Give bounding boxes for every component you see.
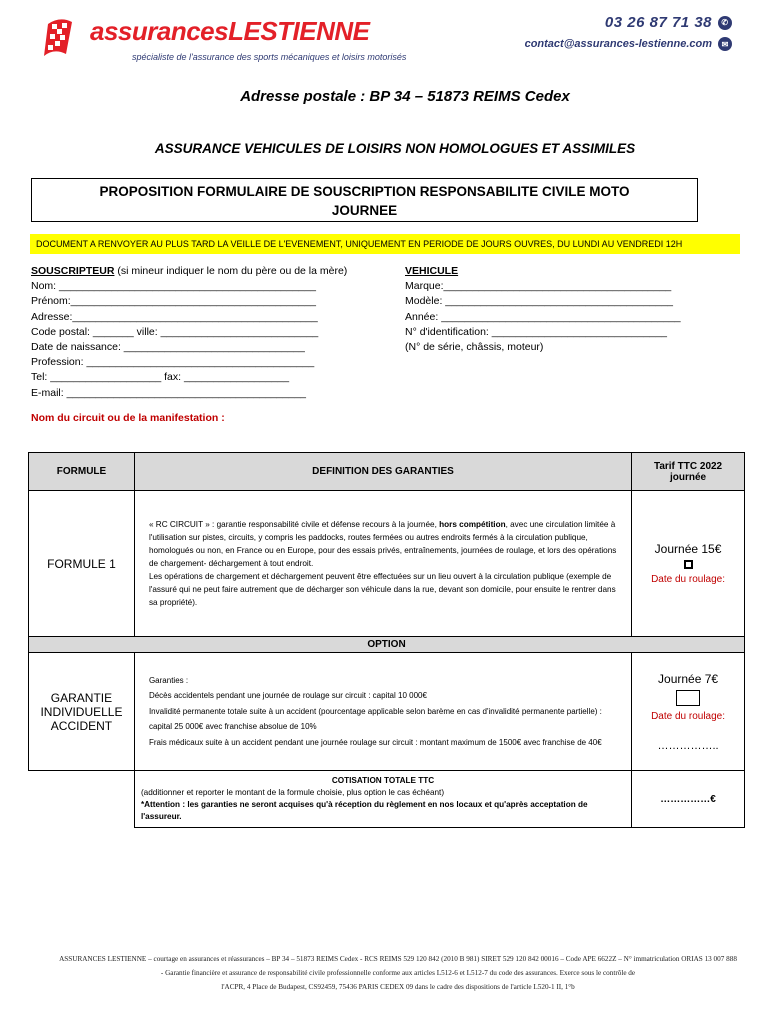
col-definition-header: DEFINITION DES GARANTIES bbox=[134, 453, 631, 491]
formule-1-paragraph-2: Les opérations de chargement et déchargement peuvent être effectuées sur un lieu ouvert à la circulation publique (exemple de l'assuré qui ne peut faire autrement que de décharger son véhicule dans la rue, devant son domicile, pour ensuite le rentrer dans sa propriété). bbox=[148, 572, 616, 607]
total-description: COTISATION TOTALE TTC (additionner et reporter le montant de la formule choisie, plus option le cas échéant) *Attention : les garanties ne seront acquises qu'à réception du règlement en nos locaux et qu'après acceptation de l'assureur. bbox=[134, 771, 631, 828]
gia-date-label: Date du roulage: bbox=[651, 710, 726, 722]
email-field[interactable]: E-mail: _________________________________________ bbox=[31, 386, 307, 399]
marque-field[interactable]: Marque:_______________________________________ bbox=[405, 280, 672, 293]
subscriber-hint: (si mineur indiquer le nom du père ou de la mère) bbox=[114, 265, 348, 277]
phone-row bbox=[525, 14, 732, 31]
tel-fax-field[interactable]: Tel: ___________________ fax: __________________ bbox=[31, 371, 290, 384]
mail-icon: ✉ bbox=[718, 37, 732, 51]
total-row bbox=[29, 771, 745, 828]
footer-line-1: ASSURANCES LESTIENNE – courtage en assurances et réassurances – BP 34 – 51873 REIMS Cedex - RCS REIMS 529 120 842 (2010 B 981) SIRET 529 120 842 00016 – Code APE 6622Z – N° immatriculation ORIAS 13 007 888 - Garantie financière et assurance de responsabilité civile professionnelle conforme aux articles L512-6 et L512-7 du code des assurances. Exerce sous le contrôle de bbox=[59, 955, 737, 977]
document-subtitle: ASSURANCE VEHICULES DE LOISIRS NON HOMOLOGUES ET ASSIMILES bbox=[154, 141, 636, 156]
adresse-field[interactable]: Adresse:__________________________________________ bbox=[31, 310, 318, 323]
postal-address: Adresse postale : BP 34 – 51873 REIMS Cedex bbox=[240, 88, 570, 105]
postal-code-city-field[interactable]: Code postal: _______ ville: ___________________________ bbox=[31, 325, 319, 338]
document-title bbox=[31, 178, 698, 222]
identification-hint: (N° de série, châssis, moteur) bbox=[405, 341, 544, 354]
formule-1-paragraph-1: « RC CIRCUIT » : garantie responsabilité civile et défense recours à la journée, hors compétition, avec une circulation limitée à l'utilisation sur pistes, circuits, y compris les paddocks, routes fermées ou autres endroits fermés à la circulation publique, homologués ou non, en France ou en Europe, pour des essais privés, entraînements, journées de roulage, et lors des opérations de chargement- déchargement à tout endroit. bbox=[148, 520, 617, 568]
total-value[interactable]: ……………€ bbox=[632, 771, 745, 828]
legal-footer bbox=[58, 952, 738, 994]
formule-1-date-label: Date du roulage: bbox=[651, 574, 726, 585]
profession-field[interactable]: Profession: _______________________________________ bbox=[31, 356, 315, 369]
gia-price-cell bbox=[632, 653, 745, 771]
option-label: OPTION bbox=[29, 637, 745, 653]
title-line-2: JOURNEE bbox=[331, 203, 398, 218]
formule-1-row bbox=[29, 491, 745, 637]
brand-tagline: spécialiste de l'assurance des sports mécaniques et loisirs motorisés bbox=[132, 52, 407, 62]
nom-field[interactable]: Nom: ____________________________________________ bbox=[31, 280, 316, 293]
col-tarif-header bbox=[632, 453, 745, 491]
annee-field[interactable]: Année: _________________________________________ bbox=[405, 310, 681, 323]
formule-1-label: FORMULE 1 bbox=[29, 491, 135, 637]
footer-line-2: l'ACPR, 4 Place de Budapest, CS92459, 75436 PARIS CEDEX 09 dans le cadre des dispositions de l'article L520-1 II, 1°b bbox=[221, 983, 575, 991]
email-address[interactable]: contact@assurances-lestienne.com bbox=[524, 38, 712, 50]
subscriber-heading: SOUSCRIPTEUR bbox=[31, 265, 115, 277]
formule-1-checkbox[interactable] bbox=[684, 560, 693, 569]
formule-1-description bbox=[134, 491, 631, 637]
prenom-field[interactable]: Prénom:__________________________________________ bbox=[31, 295, 316, 308]
gia-price: Journée 7€ bbox=[658, 671, 719, 686]
coverage-table bbox=[28, 452, 745, 828]
formule-1-price: Journée 15€ bbox=[654, 542, 722, 556]
subscriber-section bbox=[31, 264, 391, 401]
brand-name: assurancesLESTIENNE bbox=[90, 16, 370, 46]
checkered-flag-icon bbox=[44, 14, 90, 60]
gia-checkbox[interactable] bbox=[676, 690, 700, 706]
email-row bbox=[525, 37, 732, 51]
vehicle-heading: VEHICULE bbox=[405, 265, 459, 277]
formule-1-price-cell bbox=[632, 491, 745, 637]
gia-label: GARANTIE INDIVIDUELLE ACCIDENT bbox=[29, 653, 135, 771]
circuit-name-field[interactable]: Nom du circuit ou de la manifestation : bbox=[31, 412, 225, 424]
option-header-row bbox=[29, 637, 745, 653]
gia-date-dots[interactable]: …………….. bbox=[657, 739, 719, 752]
col-formule-header: FORMULE bbox=[29, 453, 135, 491]
gia-description: Garanties : Décès accidentels pendant une journée de roulage sur circuit : capital 10 000€ Invalidité permanente totale suite à un accident (pourcentage applicable selon barème en cas d'invalidité permanente partielle) : capital 25 000€ avec franchise absolue de 10% Frais médicaux suite à un accident pendant une journée roulage sur circuit : montant maximum de 1500€ avec franchise de 40€ bbox=[134, 653, 631, 771]
vehicle-section bbox=[405, 264, 705, 355]
birth-date-field[interactable]: Date de naissance: _______________________________ bbox=[31, 341, 305, 354]
title-line-1: PROPOSITION FORMULAIRE DE SOUSCRIPTION RESPONSABILITE CIVILE MOTO bbox=[99, 184, 630, 199]
table-header-row bbox=[29, 453, 745, 491]
contact-info bbox=[525, 14, 732, 51]
tarif-header-line-2: journée bbox=[669, 471, 707, 483]
modele-field[interactable]: Modèle: _______________________________________ bbox=[405, 295, 674, 308]
phone-number[interactable]: 03 26 87 71 38 bbox=[604, 14, 712, 31]
phone-icon: ✆ bbox=[718, 16, 732, 30]
company-logo bbox=[44, 14, 407, 62]
identification-field[interactable]: N° d'identification: ______________________________ bbox=[405, 325, 667, 338]
letterhead bbox=[0, 0, 770, 70]
tarif-header-line-1: Tarif TTC 2022 bbox=[653, 460, 723, 472]
deadline-notice: DOCUMENT A RENVOYER AU PLUS TARD LA VEILLE DE L'EVENEMENT, UNIQUEMENT EN PERIODE DE JOURS OUVRES, DU LUNDI AU VENDREDI 12H bbox=[30, 234, 740, 254]
gia-row bbox=[29, 653, 745, 771]
